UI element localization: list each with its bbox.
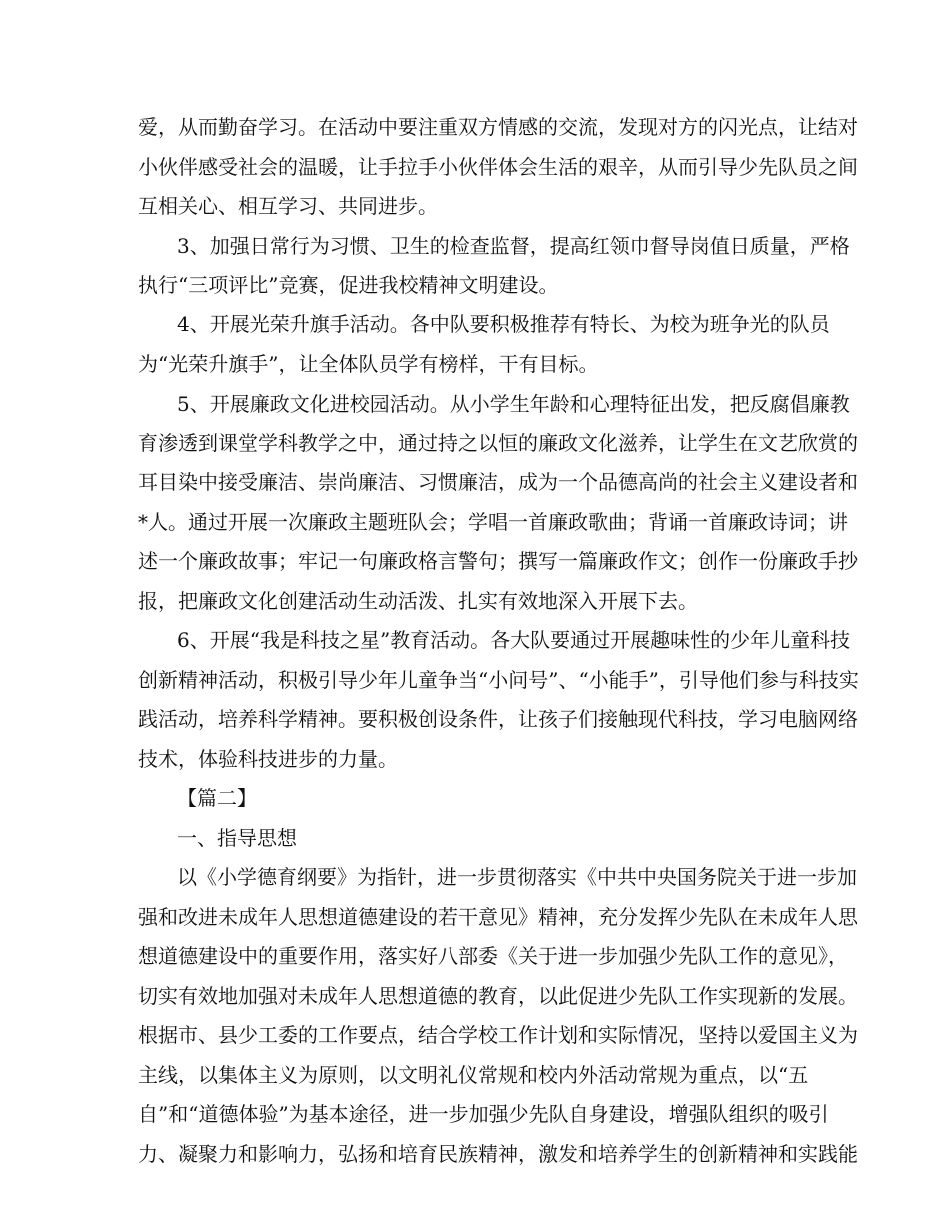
paragraph-line: 耳目染中接受廉洁、崇尚廉洁、习惯廉洁，成为一个品德高尚的社会主义建设者和 (138, 470, 858, 494)
paragraph-line: 育渗透到课堂学科教学之中，通过持之以恒的廉政文化滋养，让学生在文艺欣赏的 (138, 431, 858, 455)
paragraph-line: 为“光荣升旗手”，让全体队员学有榜样，干有目标。 (138, 352, 599, 376)
section-subheading: 一、指导思想 (177, 826, 297, 850)
paragraph-line: 执行“三项评比”竞赛，促进我校精神文明建设。 (138, 273, 559, 297)
paragraph-line: 践活动，培养科学精神。要积极创设条件，让孩子们接触现代科技，学习电脑网络 (138, 707, 858, 731)
paragraph-line: 以《小学德育纲要》为指针，进一步贯彻落实《中共中央国务院关于进一步加 (177, 865, 857, 889)
paragraph-line: 报，把廉政文化创建活动生动活泼、扎实有效地深入开展下去。 (138, 589, 698, 613)
paragraph-line: 自”和“道德体验”为基本途径，进一步加强少先队自身建设，增强队组织的吸引 (138, 1102, 829, 1126)
paragraph-line: 技术，体验科技进步的力量。 (138, 747, 398, 771)
paragraph-line: 互相关心、相互学习、共同进步。 (138, 194, 438, 218)
paragraph-line: 切实有效地加强对未成年人思想道德的教育，以此促进少先队工作实现新的发展。 (138, 984, 858, 1008)
paragraph-line: 5、开展廉政文化进校园活动。从小学生年龄和心理特征出发，把反腐倡廉教 (177, 392, 850, 416)
paragraph-line: 爱，从而勤奋学习。在活动中要注重双方情感的交流，发现对方的闪光点，让结对 (138, 115, 858, 139)
paragraph-line: 3、加强日常行为习惯、卫生的检查监督，提高红领巾督导岗值日质量，严格 (177, 234, 850, 258)
paragraph-line: 4、开展光荣升旗手活动。各中队要积极推荐有特长、为校为班争光的队员 (177, 312, 830, 336)
paragraph-line: 6、开展“我是科技之星”教育活动。各大队要通过开展趣味性的少年儿童科技 (177, 628, 851, 652)
paragraph-line: *人。通过开展一次廉政主题班队会；学唱一首廉政歌曲；背诵一首廉政诗词；讲 (138, 510, 848, 534)
paragraph-line: 创新精神活动，积极引导少年儿童争当“小问号”、“小能手”，引导他们参与科技实 (138, 668, 859, 692)
paragraph-line: 根据市、县少工委的工作要点，结合学校工作计划和实际情况，坚持以爱国主义为 (138, 1023, 858, 1047)
paragraph-line: 小伙伴感受社会的温暖，让手拉手小伙伴体会生活的艰辛，从而引导少先队员之间 (138, 155, 858, 179)
paragraph-line: 想道德建设中的重要作用，落实好八部委《关于进一步加强少先队工作的意见》， (138, 944, 848, 968)
paragraph-line: 强和改进未成年人思想道德建设的若干意见》精神，充分发挥少先队在未成年人思 (138, 905, 858, 929)
paragraph-line: 述一个廉政故事；牢记一句廉政格言警句；撰写一篇廉政作文；创作一份廉政手抄 (138, 549, 858, 573)
section-heading: 【篇二】 (177, 786, 257, 810)
paragraph-line: 力、凝聚力和影响力，弘扬和培育民族精神，激发和培养学生的创新精神和实践能 (138, 1142, 858, 1166)
paragraph-line: 主线，以集体主义为原则，以文明礼仪常规和校内外活动常规为重点，以“五 (138, 1063, 809, 1087)
